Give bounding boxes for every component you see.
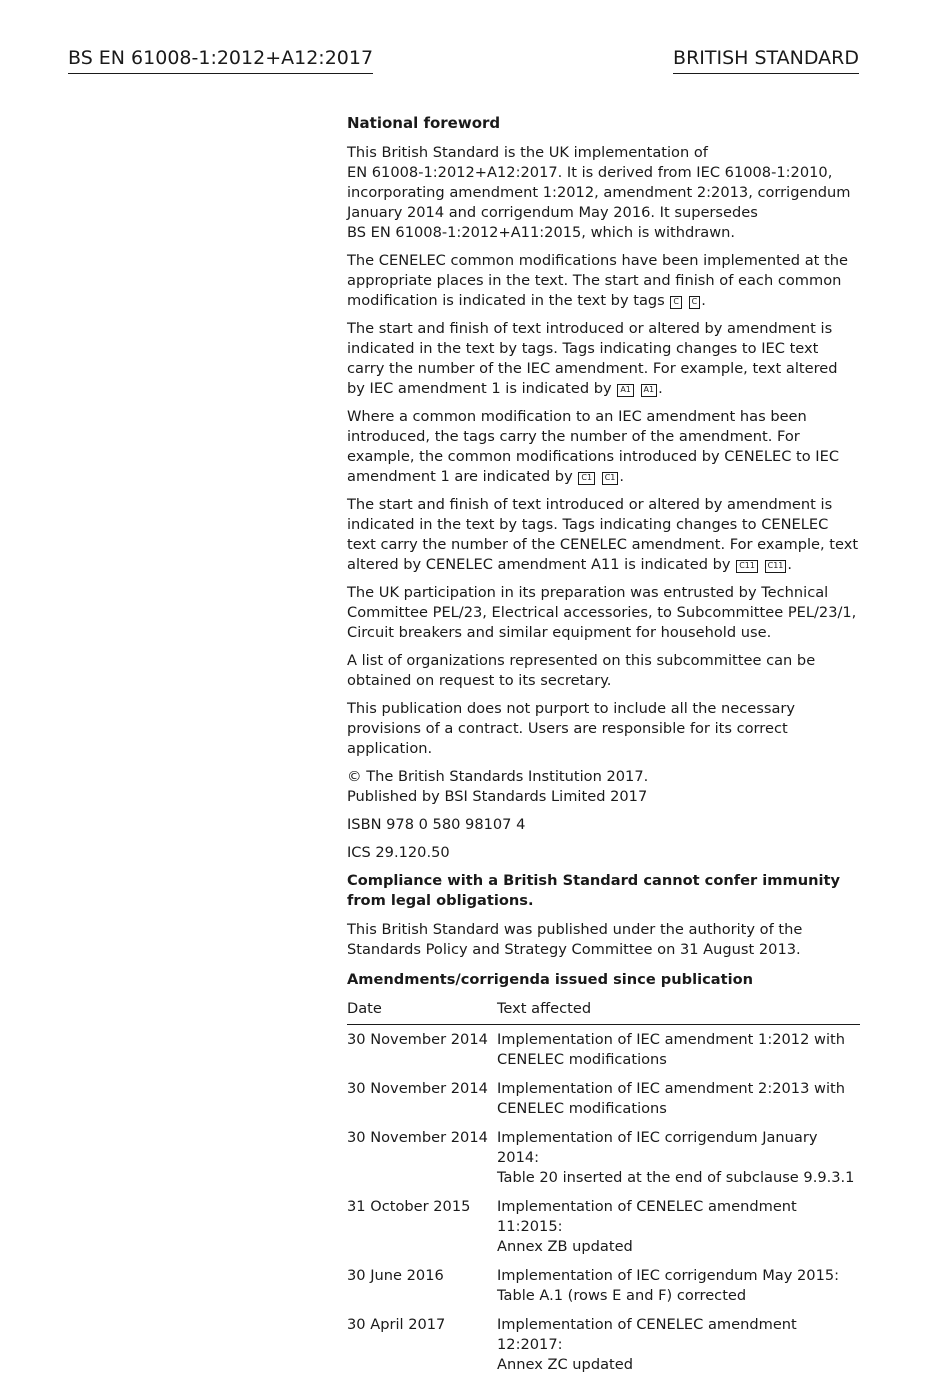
publication-authority: This British Standard was published under the authority of the Standards Policy and Strategy Committee on 31 August 2013. xyxy=(347,921,803,958)
table-header xyxy=(347,999,860,1025)
national-foreword xyxy=(347,113,860,1384)
amendments-title: Amendments/corrigenda issued since publication xyxy=(347,971,753,988)
tag-end-icon: C11 xyxy=(765,560,787,573)
column-header-date: Date xyxy=(347,1000,382,1017)
row-date: 30 April 2017 xyxy=(347,1316,446,1333)
table-row xyxy=(347,1079,860,1119)
isbn: ISBN 978 0 580 98107 4 xyxy=(347,816,526,833)
tag-start-icon: C11 xyxy=(736,560,758,573)
row-date: 31 October 2015 xyxy=(347,1198,471,1215)
table-row xyxy=(347,1197,860,1257)
paragraph-common-modifications: The CENELEC common modifications have been implemented at the appropriate places in the text. The start and finish of each common modification is indicated in the text by tags C C . xyxy=(347,252,848,309)
column-header-text-affected: Text affected xyxy=(497,1000,592,1017)
tag-start-icon: C1 xyxy=(578,472,595,485)
table-row xyxy=(347,1030,860,1070)
table-row xyxy=(347,1128,860,1188)
paragraph-common-modification-tags: Where a common modification to an IEC amendment has been introduced, the tags carry the number of the amendment. For example, the common modifications introduced by CENELEC to IEC amendment 1 are indicated by C1 C1 . xyxy=(347,408,840,485)
table-row xyxy=(347,1266,860,1306)
copyright: © The British Standards Institution 2017. Published by BSI Standards Limited 2017 xyxy=(347,768,649,805)
row-date: 30 June 2016 xyxy=(347,1267,444,1284)
tag-end-icon: A1 xyxy=(641,384,658,397)
table-row xyxy=(347,1315,860,1375)
row-text: Implementation of CENELEC amendment 12:2017: Annex ZC updated xyxy=(497,1316,797,1373)
row-text: Implementation of IEC amendment 2:2013 with CENELEC modifications xyxy=(497,1080,845,1117)
row-date: 30 November 2014 xyxy=(347,1031,488,1048)
tag-end-icon: C1 xyxy=(602,472,619,485)
row-text: Implementation of CENELEC amendment 11:2015: Annex ZB updated xyxy=(497,1198,797,1255)
tag-start-icon: A1 xyxy=(617,384,634,397)
compliance-notice: Compliance with a British Standard cannot confer immunity from legal obligations. xyxy=(347,872,840,909)
paragraph-implementation: This British Standard is the UK implementation of EN 61008-1:2012+A12:2017. It is derived from IEC 61008-1:2010, incorporating amendment 1:2012, amendment 2:2013, corrigendum January 2014 and corrigendum May 2016. It supersedes BS EN 61008-1:2012+A11:2015, which is withdrawn. xyxy=(347,144,851,241)
row-date: 30 November 2014 xyxy=(347,1080,488,1097)
section-title: National foreword xyxy=(347,114,501,132)
row-date: 30 November 2014 xyxy=(347,1129,488,1146)
row-text: Implementation of IEC corrigendum January 2014: Table 20 inserted at the end of subclause 9.9.3.1 xyxy=(497,1129,855,1186)
standard-label: BRITISH STANDARD xyxy=(673,46,859,74)
tag-end-icon: C xyxy=(689,296,701,309)
paragraph-iec-amendment-tags: The start and finish of text introduced or altered by amendment is indicated in the text by tags. Tags indicating changes to IEC text carry the number of the IEC amendment. For example, text altered by IEC amendment 1 is indicated by A1 A1 . xyxy=(347,320,838,397)
tag-start-icon: C xyxy=(670,296,682,309)
paragraph-uk-participation: The UK participation in its preparation was entrusted by Technical Committee PEL/23, Electrical accessories, to Subcommittee PEL/23/1, Circuit breakers and similar equipment for household use. xyxy=(347,584,857,641)
ics: ICS 29.120.50 xyxy=(347,844,450,861)
row-text: Implementation of IEC corrigendum May 2015: Table A.1 (rows E and F) corrected xyxy=(497,1267,840,1304)
paragraph-cenelec-amendment-tags: The start and finish of text introduced or altered by amendment is indicated in the text by tags. Tags indicating changes to CENELEC text carry the number of the CENELEC amendment. For example, text altered by CENELEC amendment A11 is indicated by C11 C11 . xyxy=(347,496,859,573)
document-id: BS EN 61008-1:2012+A12:2017 xyxy=(68,46,373,74)
row-text: Implementation of IEC amendment 1:2012 with CENELEC modifications xyxy=(497,1031,845,1068)
paragraph-organizations: A list of organizations represented on this subcommittee can be obtained on request to its secretary. xyxy=(347,652,816,689)
amendments-table xyxy=(347,999,860,1375)
paragraph-provisions: This publication does not purport to include all the necessary provisions of a contract. Users are responsible for its correct application. xyxy=(347,700,796,757)
